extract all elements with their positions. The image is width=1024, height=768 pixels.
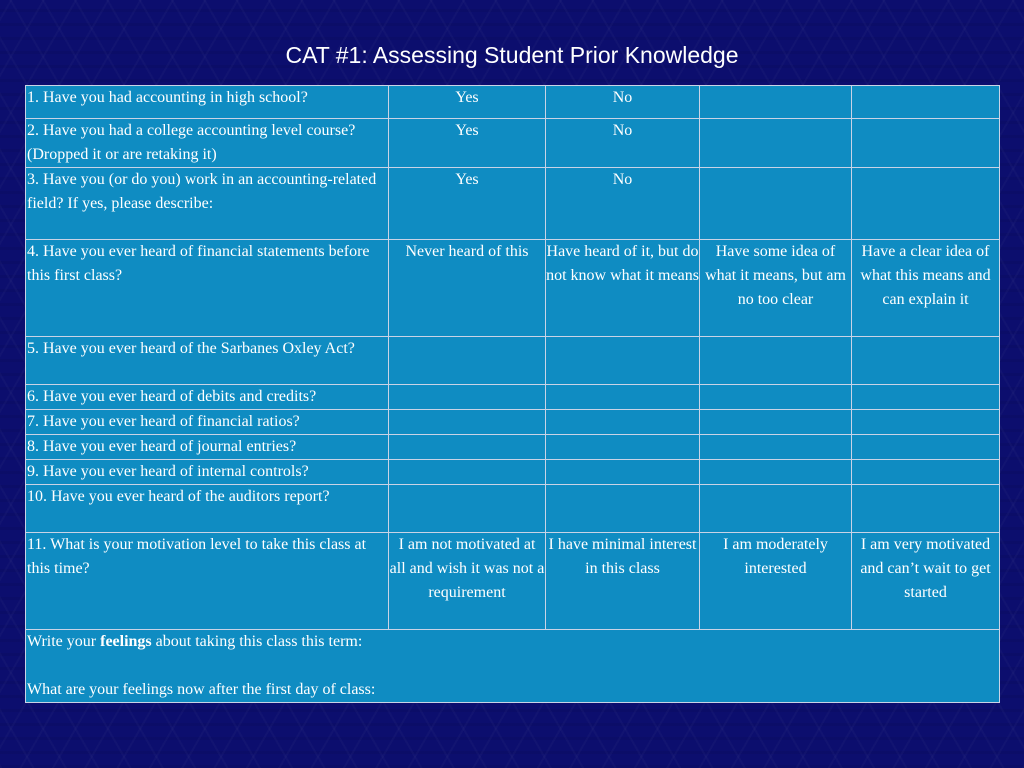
spacer	[27, 654, 999, 678]
option-cell	[700, 119, 852, 168]
option-cell	[852, 435, 1000, 460]
question-cell: 1. Have you had accounting in high school?	[26, 86, 389, 119]
table-row	[26, 533, 1000, 630]
option-cell: No	[546, 119, 700, 168]
option-cell: Yes	[389, 119, 546, 168]
table-row	[26, 460, 1000, 485]
option-cell	[852, 337, 1000, 385]
survey-table	[25, 85, 1000, 703]
option-cell	[700, 86, 852, 119]
question-cell: 3. Have you (or do you) work in an accounting-related field? If yes, please describe:	[26, 168, 389, 240]
table-row	[26, 240, 1000, 337]
option-cell	[852, 168, 1000, 240]
question-cell: 8. Have you ever heard of journal entries?	[26, 435, 389, 460]
option-cell: I am very motivated and can’t wait to get started	[852, 533, 1000, 630]
option-cell	[546, 460, 700, 485]
table-row	[26, 435, 1000, 460]
feelings-row	[26, 630, 1000, 703]
option-cell	[700, 385, 852, 410]
option-cell	[546, 485, 700, 533]
option-cell	[852, 460, 1000, 485]
table-row	[26, 337, 1000, 385]
option-cell	[546, 435, 700, 460]
option-cell	[389, 460, 546, 485]
question-cell: 5. Have you ever heard of the Sarbanes Oxley Act?	[26, 337, 389, 385]
option-cell: I have minimal interest in this class	[546, 533, 700, 630]
option-cell: No	[546, 86, 700, 119]
option-cell	[852, 485, 1000, 533]
table-row	[26, 485, 1000, 533]
table-row	[26, 168, 1000, 240]
question-cell: 11. What is your motivation level to take this class at this time?	[26, 533, 389, 630]
option-cell	[700, 168, 852, 240]
option-cell: Yes	[389, 86, 546, 119]
option-cell	[546, 410, 700, 435]
table-row	[26, 119, 1000, 168]
slide-title: CAT #1: Assessing Student Prior Knowledge	[285, 42, 739, 68]
option-cell	[700, 485, 852, 533]
feelings-prompt-1: Write your feelings about taking this class this term:	[27, 633, 363, 650]
table-row	[26, 385, 1000, 410]
option-cell	[700, 460, 852, 485]
option-cell	[852, 410, 1000, 435]
question-cell: 9. Have you ever heard of internal controls?	[26, 460, 389, 485]
option-cell: Have some idea of what it means, but am no too clear	[700, 240, 852, 337]
feelings-cell	[26, 630, 1000, 703]
question-cell: 10. Have you ever heard of the auditors report?	[26, 485, 389, 533]
option-cell: Never heard of this	[389, 240, 546, 337]
option-cell: Yes	[389, 168, 546, 240]
option-cell: Have a clear idea of what this means and can explain it	[852, 240, 1000, 337]
question-cell: 2. Have you had a college accounting level course? (Dropped it or are retaking it)	[26, 119, 389, 168]
option-cell	[546, 337, 700, 385]
option-cell	[389, 337, 546, 385]
option-cell: Have heard of it, but do not know what it means	[546, 240, 700, 337]
option-cell	[852, 385, 1000, 410]
question-cell: 4. Have you ever heard of financial statements before this first class?	[26, 240, 389, 337]
table-row	[26, 86, 1000, 119]
question-cell: 6. Have you ever heard of debits and credits?	[26, 385, 389, 410]
option-cell	[389, 385, 546, 410]
option-cell	[700, 435, 852, 460]
option-cell	[700, 337, 852, 385]
option-cell	[546, 385, 700, 410]
option-cell	[389, 410, 546, 435]
option-cell	[852, 86, 1000, 119]
option-cell	[389, 485, 546, 533]
feelings-emphasis: feelings	[100, 633, 152, 650]
option-cell: I am moderately interested	[700, 533, 852, 630]
option-cell: I am not motivated at all and wish it was not a requirement	[389, 533, 546, 630]
option-cell	[700, 410, 852, 435]
question-cell: 7. Have you ever heard of financial ratios?	[26, 410, 389, 435]
option-cell	[389, 435, 546, 460]
option-cell	[852, 119, 1000, 168]
table-row	[26, 410, 1000, 435]
option-cell: No	[546, 168, 700, 240]
feelings-prompt-2: What are your feelings now after the first day of class:	[27, 681, 376, 698]
